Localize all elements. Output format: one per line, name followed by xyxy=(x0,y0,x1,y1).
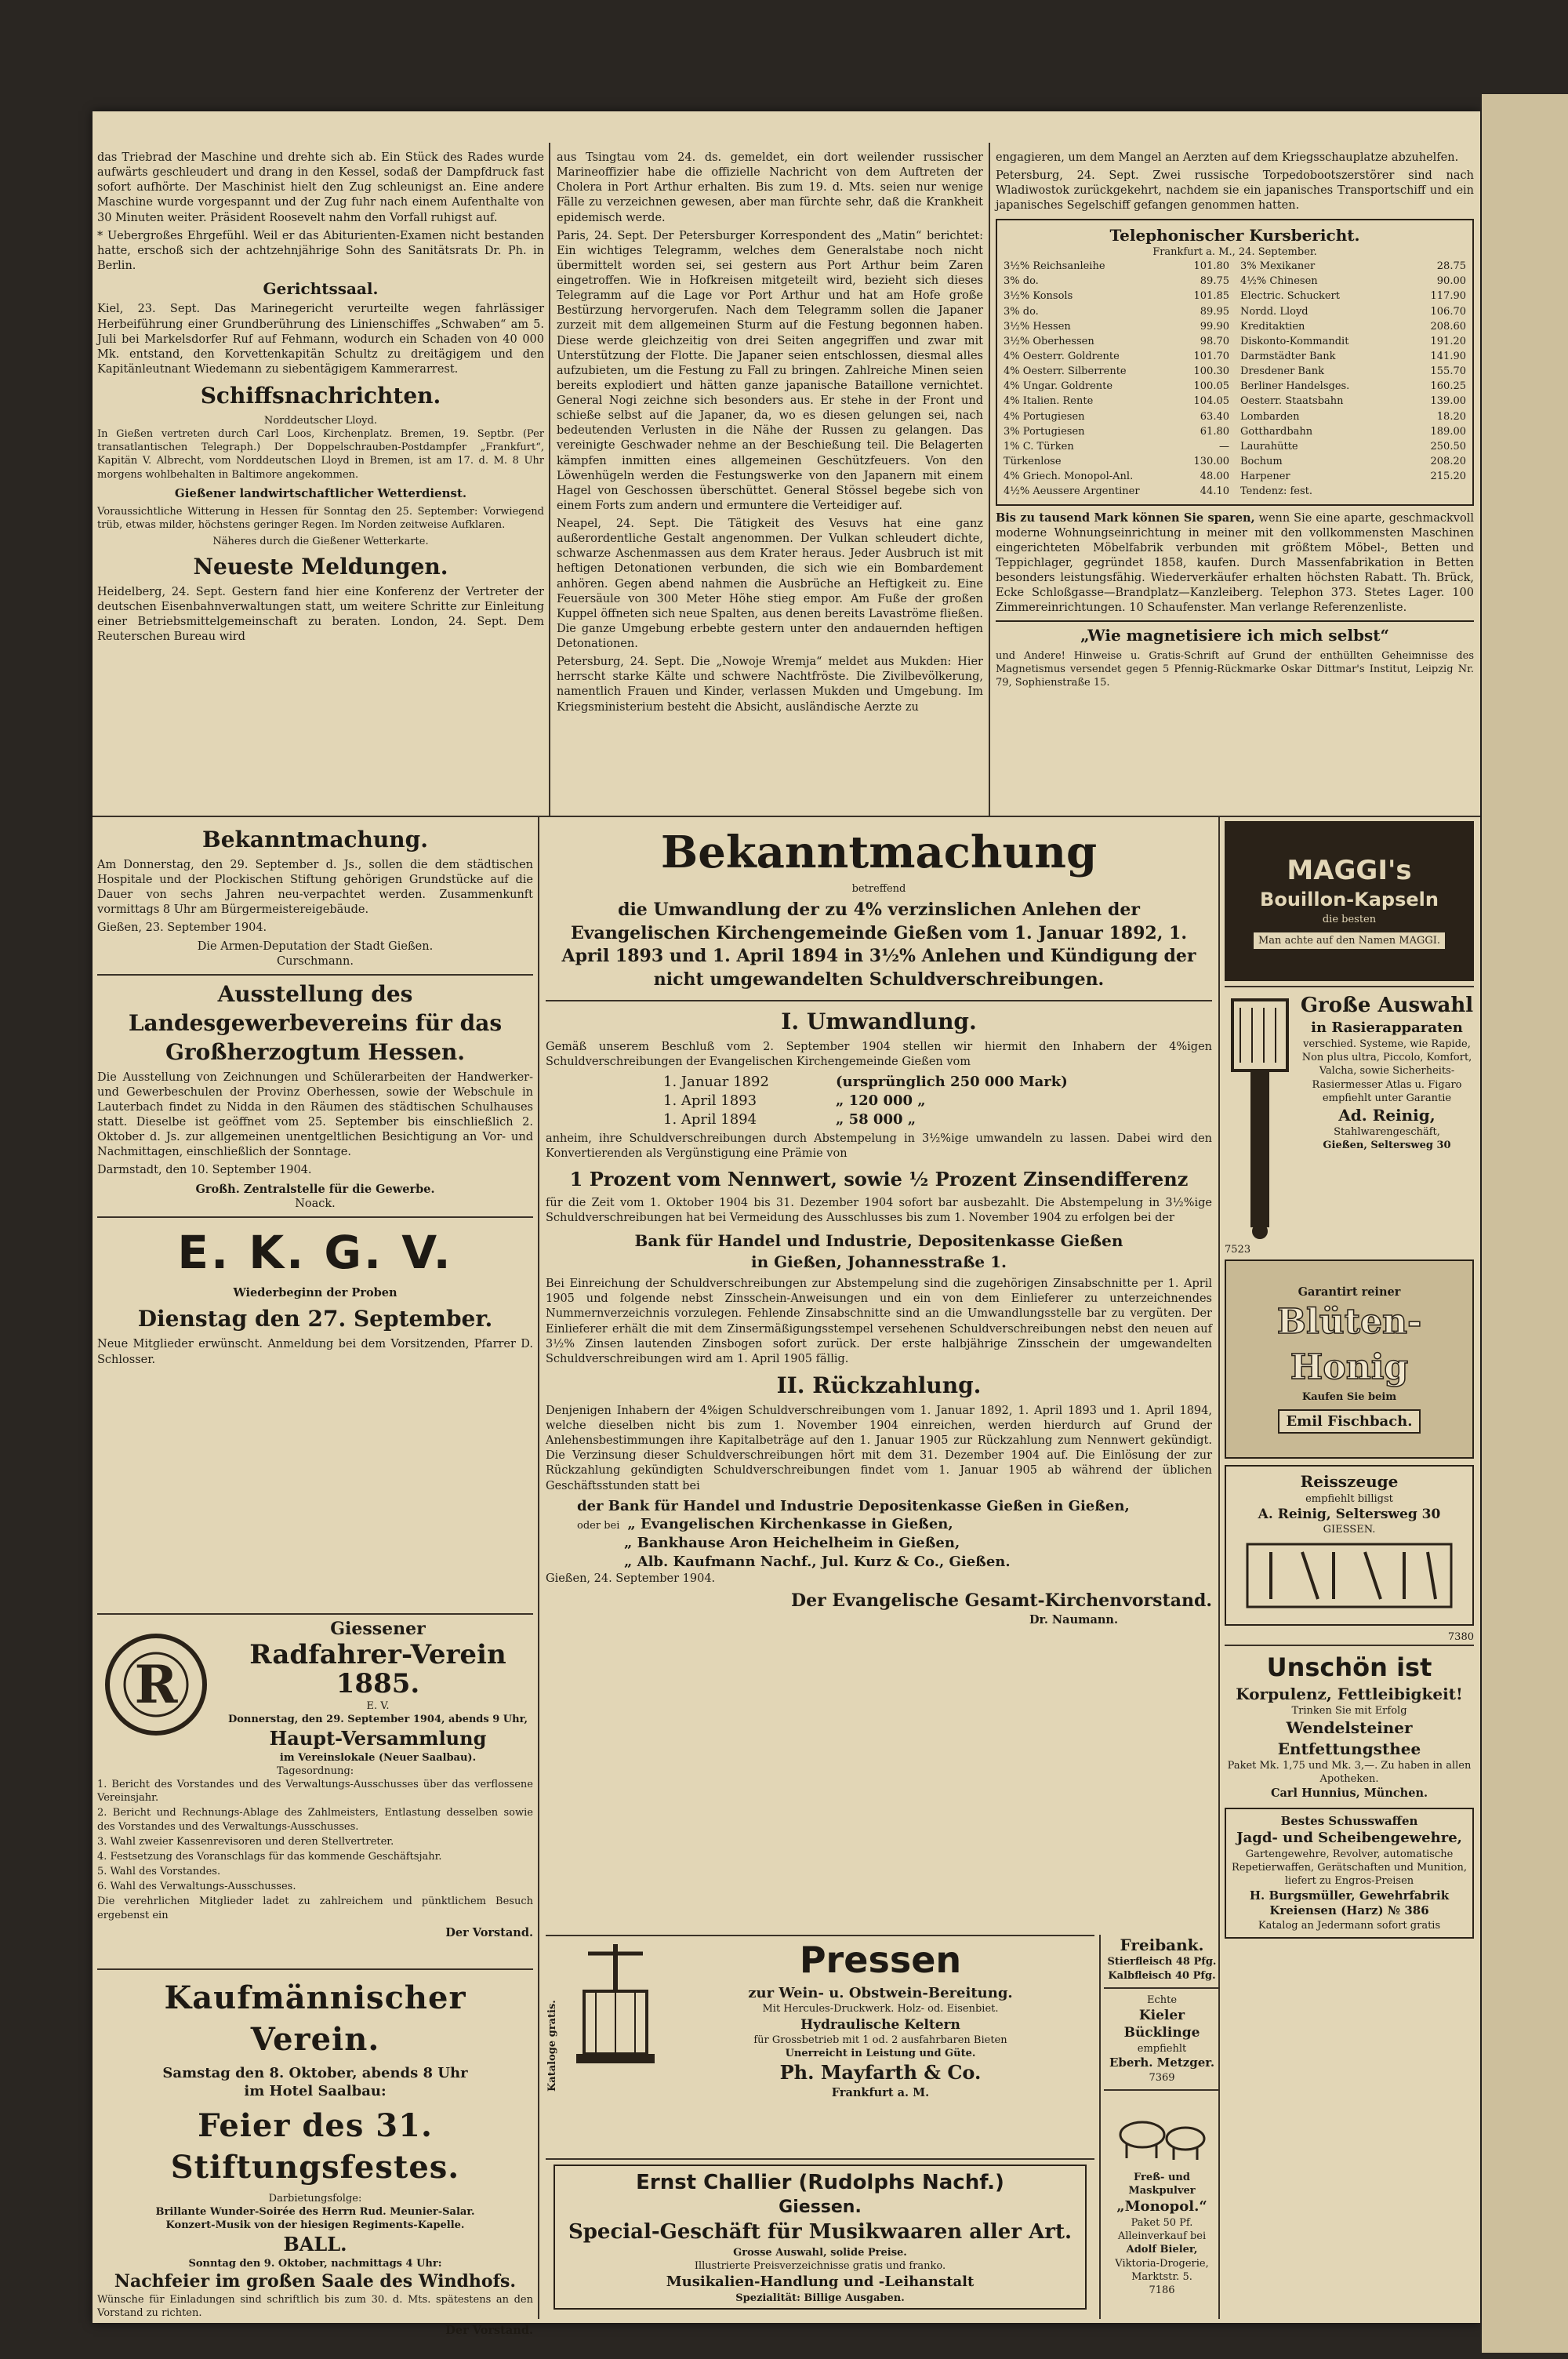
challier-spec2: Spezialität: Billige Ausgaben. xyxy=(735,2292,905,2304)
club-monogram-icon xyxy=(97,1618,215,1751)
payment-place: der Bank für Handel und Industrie Depositenkasse Gießen in Gießen, xyxy=(577,1497,1130,1514)
stock-name: 3% do. xyxy=(1004,275,1039,288)
payment-place: „ Bankhause Aron Heichelheim in Gießen, xyxy=(624,1535,960,1552)
rasier-ad xyxy=(1225,986,1474,1243)
article-text: In Gießen vertreten durch Carl Loos, Kirchenplatz. Bremen, 19. Septbr. (Per transatlantischen Telegraph.) Der Doppelschrauben-Postdampfer „Frankfurt“, Kapitän V. Albrecht, vom Norddeutschen Lloyd in Bremen, ist am 17. d. M. 8 Uhr morgens wohlbehalten in Baltimore angekommen. xyxy=(97,428,544,481)
article-text: Heidelberg, 24. Sept. Gestern fand hier eine Konferenz der Vertreter der deutschen Eisenbahnverwaltungen statt, um weitere Schritte zur Einleitung einer Betriebsmittelgemeinschaft zu beraten. London, 24. Sept. Dem Reuterschen Bureau wird xyxy=(97,585,544,644)
notice-signature: Die Armen-Deputation der Stadt Gießen. xyxy=(197,940,434,953)
stock-name: Dresdener Bank xyxy=(1240,365,1324,378)
stock-row xyxy=(1002,304,1231,319)
challier-ad xyxy=(546,2158,1094,2321)
stock-row xyxy=(1239,439,1468,454)
stock-row xyxy=(1239,484,1468,499)
pressen-city: Frankfurt a. M. xyxy=(831,2086,930,2100)
unschon-sub: Korpulenz, Fettleibigkeit! xyxy=(1236,1684,1463,1703)
rasier-text: verschied. Systeme, wie Rapide, Non plus ultra, Piccolo, Komfort, Valcha, sowie Sicherheits-Rasiermesser Atlas u. Figaro empfiehlt unter Garantie xyxy=(1301,1038,1472,1104)
buckl-line: Echte xyxy=(1146,1994,1178,2006)
pressen-title: Pressen xyxy=(799,1939,962,1981)
stock-row xyxy=(1002,274,1231,289)
stock-value: 208.20 xyxy=(1430,456,1466,468)
section-heading: Schiffsnachrichten. xyxy=(200,383,441,409)
buckl-title: Kieler Bücklinge xyxy=(1123,2007,1200,2041)
stock-value: 101.85 xyxy=(1193,290,1229,303)
club-signature: Der Vorstand. xyxy=(445,1925,533,1939)
article-text: * Uebergroßes Ehrgefühl. Weil er das Abiturienten-Examen nicht bestanden hatte, erschoß sich der achtzehnjährige Sohn des Sanitätsrats Dr. Ph. in Berlin. xyxy=(97,229,544,272)
stock-value: — xyxy=(1219,440,1229,453)
column-2-top xyxy=(557,151,983,813)
stock-table-left xyxy=(1002,259,1231,500)
article-text: Petersburg, 24. Sept. Zwei russische Torpedobootszerstörer sind nach Wladiwostok zurückgekehrt, nachdem sie ein japanisches Transportschiff und ein japanisches Segelschiff gefangen genommen hatten. xyxy=(996,169,1474,213)
ekgv-text: Neue Mitglieder erwünscht. Anmeldung bei dem Vorsitzenden, Pfarrer D. Schlosser. xyxy=(97,1338,533,1366)
challier-cat: Illustrierte Preisverzeichnisse gratis und franko. xyxy=(694,2259,946,2272)
section-title: I. Umwandlung. xyxy=(781,1008,977,1034)
club-city: Giessener xyxy=(330,1619,426,1639)
kaufm-place: im Hotel Saalbau: xyxy=(244,2083,387,2100)
buckl-line: empfiehlt xyxy=(1137,2042,1187,2055)
stock-value: 189.00 xyxy=(1430,425,1466,438)
stock-row xyxy=(1002,439,1231,454)
newspaper-page xyxy=(93,111,1480,2338)
waffen-line: Bestes Schusswaffen xyxy=(1280,1813,1418,1828)
stock-name: 3½% Hessen xyxy=(1004,320,1071,333)
stock-value: 215.20 xyxy=(1430,471,1466,483)
stock-value: 44.10 xyxy=(1200,485,1229,498)
column-rule xyxy=(989,143,990,816)
ekgv-sub: Wiederbeginn der Proben xyxy=(233,1286,397,1300)
stock-name: 4% Oesterr. Silberrente xyxy=(1004,365,1127,378)
pressen-ad xyxy=(546,1935,1094,2156)
stock-row xyxy=(1239,469,1468,484)
stock-name: Laurahütte xyxy=(1240,440,1298,453)
stock-row xyxy=(1002,289,1231,304)
stock-value: 61.80 xyxy=(1200,425,1229,438)
stock-name: 3½% Konsols xyxy=(1004,290,1073,303)
program-title: Darbietungsfolge: xyxy=(268,2192,362,2205)
stock-value: 104.05 xyxy=(1193,395,1229,408)
agenda-item: 5. Wahl des Vorstandes. xyxy=(97,1866,221,1878)
meeting-place: im Vereinslokale (Neuer Saalbau). xyxy=(279,1751,477,1764)
stock-value: 208.60 xyxy=(1430,320,1466,333)
loan-row xyxy=(663,1073,1212,1092)
loan-amount: (ursprünglich 250 000 Mark) xyxy=(836,1074,1068,1091)
unschon-title: Unschön ist xyxy=(1266,1652,1432,1682)
stock-name: 4½% Aeussere Argentiner xyxy=(1004,485,1140,498)
premium-line: 1 Prozent vom Nennwert, sowie ½ Prozent Zinsendifferenz xyxy=(569,1167,1189,1190)
meeting-title: Haupt-Versammlung xyxy=(269,1727,487,1750)
rasier-title: Große Auswahl xyxy=(1300,994,1474,1017)
waffen-firm: H. Burgsmüller, Gewehrfabrik xyxy=(1249,1888,1450,1903)
announcement-title: Bekanntmachung xyxy=(660,827,1098,878)
stock-value: 141.90 xyxy=(1430,350,1466,362)
stock-name: 3½% Oberhessen xyxy=(1004,335,1094,347)
stock-row xyxy=(1002,379,1231,394)
monopol-title: „Monopol.“ xyxy=(1116,2198,1207,2215)
loan-amount: „ 120 000 „ xyxy=(836,1092,926,1109)
loan-date: 1. April 1893 xyxy=(663,1092,757,1109)
stock-value: 191.20 xyxy=(1430,335,1466,347)
stock-row xyxy=(1002,469,1231,484)
loan-amount: „ 58 000 „ xyxy=(836,1110,916,1128)
honig-ad xyxy=(1225,1259,1474,1459)
stock-name: 3% Mexikaner xyxy=(1240,260,1316,273)
stock-name: Harpener xyxy=(1240,471,1290,483)
loan-row xyxy=(663,1092,1212,1110)
loan-row xyxy=(663,1110,1212,1129)
reiss-num: 7380 xyxy=(1447,1631,1474,1644)
stock-row xyxy=(1239,409,1468,424)
section-heading: Gießener landwirtschaftlicher Wetterdienst. xyxy=(174,485,467,500)
announcement-name: Dr. Naumann. xyxy=(1029,1612,1118,1627)
waffen-title: Jagd- und Scheibengewehre, xyxy=(1236,1830,1462,1847)
kaufm-event: Feier des 31. Stiftungsfestes. xyxy=(170,2107,460,2186)
waffen-city: Kreiensen (Harz) № 386 xyxy=(1269,1903,1429,1918)
stock-row xyxy=(1239,274,1468,289)
reiss-title: Reisszeuge xyxy=(1300,1472,1399,1492)
section-heading: Gerichtssaal. xyxy=(263,279,379,298)
stock-row xyxy=(1002,364,1231,379)
stock-row xyxy=(1239,334,1468,349)
rasier-line: Stahlwarengeschäft, xyxy=(1334,1126,1440,1139)
stock-value: 99.90 xyxy=(1200,320,1229,333)
pressen-line: Unerreicht in Leistung und Güte. xyxy=(785,2048,976,2060)
stock-value: 155.70 xyxy=(1430,365,1466,378)
stock-name: 4½% Chinesen xyxy=(1240,275,1318,288)
stock-name: Tendenz: fest. xyxy=(1240,485,1313,498)
nachfeier: Nachfeier im großen Saale des Windhofs. xyxy=(114,2270,517,2292)
stock-name: Kreditaktien xyxy=(1240,320,1305,333)
ad-text: wenn Sie eine aparte, geschmackvoll moderne Wohnungseinrichtung in meiner mit den vollkommensten Maschinen eingerichteten Möbelfabrik verbunden mit größtem Möbel-, Betten und Teppichlager, gegründet 1858, kaufen. Durch Massenfabrikation in Betten besonders leistungsfähig. Wiederverkäufer erhalten höchsten Rabatt. Th. Brück, Ecke Schloßgasse—Brandplatz—Kanzleiberg. Telephon 373. Stetes Lager. 100 Zimmereinrichtungen. 10 Schaufenster. Man verlange Referenzenliste. xyxy=(996,511,1474,615)
note: Näheres durch die Gießener Wetterkarte. xyxy=(212,535,429,547)
announcement-text: anheim, ihre Schuldverschreibungen durch Abstempelung in 3½%ige umwandeln zu lassen. Dabei wird den Konvertierenden als Vergünstigung eine Prämie von xyxy=(546,1132,1212,1161)
stock-value: 100.30 xyxy=(1193,365,1229,378)
stock-row xyxy=(1002,349,1231,364)
reiss-city: GIESSEN. xyxy=(1323,1524,1376,1536)
kaufm-signature: Der Vorstand. xyxy=(445,2324,533,2338)
small-ads-column xyxy=(1099,1935,1220,2319)
payment-place: „ Alb. Kaufmann Nachf., Jul. Kurz & Co., Gießen. xyxy=(624,1553,1011,1570)
article-text: Kiel, 23. Sept. Das Marinegericht verurteilte wegen fahrlässiger Herbeiführung einer Grundberührung des Linienschiffes „Schwaben“ am 5. Juli bei Markelsdorfer Ruf auf Fehmann, wodurch ein Schaden von 40 000 Mk. entstand, den Korvettenkapitän Schultz zu dreitägigem und den Kapitänleutnant Wiedemann zu siebentägigem Kammerarrest. xyxy=(97,303,544,376)
stock-name: 4% Italien. Rente xyxy=(1004,395,1094,408)
reisszeuge-ad xyxy=(1225,1465,1474,1626)
invitation-note: Wünsche für Einladungen sind schriftlich bis zum 30. d. Mts. spätestens an den Vorstand zu richten. xyxy=(97,2294,533,2320)
announcement-date: Gießen, 24. September 1904. xyxy=(546,1572,716,1585)
radfahrer-ad xyxy=(97,1613,533,1971)
stock-name: 3½% Reichsanleihe xyxy=(1004,260,1105,273)
agenda-item: 3. Wahl zweier Kassenrevisoren und deren Stellvertreter. xyxy=(97,1835,394,1848)
maggi-ad xyxy=(1225,821,1474,981)
stock-name: Nordd. Lloyd xyxy=(1240,305,1308,318)
stock-value: 139.00 xyxy=(1430,395,1466,408)
stock-name: 3% Portugiesen xyxy=(1004,425,1085,438)
stock-name: 4% Griech. Monopol-Anl. xyxy=(1004,471,1134,483)
notice-signature: Großh. Zentralstelle für die Gewerbe. xyxy=(195,1182,435,1196)
announcement-text: Gemäß unserem Beschluß vom 2. September 1904 stellen wir hiermit den Inhabern der 4%igen Schuldverschreibungen der Evangelischen Kirchengemeinde Gießen vom xyxy=(546,1040,1212,1068)
unschon-line: Paket Mk. 1,75 und Mk. 3,—. Zu haben in allen Apotheken. xyxy=(1227,1760,1472,1786)
stock-value: 89.95 xyxy=(1200,305,1229,318)
column-3-top xyxy=(996,151,1474,813)
freibank-line: Kalbfleisch 40 Pfg. xyxy=(1108,1969,1216,1982)
kaufm-date: Samstag den 8. Oktober, abends 8 Uhr xyxy=(162,2064,468,2081)
rasier-address: Gießen, Seltersweg 30 xyxy=(1323,1140,1451,1152)
stock-value: 160.25 xyxy=(1430,380,1466,393)
stock-name: Türkenlose xyxy=(1004,456,1062,468)
challier-city: Giessen. xyxy=(779,2197,862,2218)
monopol-line: Freß- und Maskpulver xyxy=(1128,2171,1196,2197)
catalog-side-label: Kataloge gratis. xyxy=(546,2000,558,2092)
stock-row xyxy=(1239,259,1468,274)
stock-name: 3% do. xyxy=(1004,305,1039,318)
pressen-sub: zur Wein- u. Obstwein-Bereitung. xyxy=(748,1984,1013,2001)
stock-value: 130.00 xyxy=(1193,456,1229,468)
stock-name: 4% Portugiesen xyxy=(1004,410,1085,423)
announcement-betreffend: betreffend xyxy=(851,882,906,895)
stock-name: Diskonto-Kommandit xyxy=(1240,335,1349,347)
shaving-brush-icon xyxy=(1225,992,1295,1243)
pressen-firm: Ph. Mayfarth & Co. xyxy=(779,2061,982,2085)
stock-value: 89.75 xyxy=(1200,275,1229,288)
notice-date: Darmstadt, den 10. September 1904. xyxy=(97,1164,312,1177)
animals-illustration-icon xyxy=(1111,2095,1213,2166)
monopol-line: Adolf Bieler, xyxy=(1126,2244,1198,2256)
or-at: oder bei xyxy=(577,1520,620,1532)
svg-text:R: R xyxy=(134,1654,178,1715)
notice-name: Curschmann. xyxy=(277,954,354,968)
stock-value: 106.70 xyxy=(1430,305,1466,318)
stock-name: Oesterr. Staatsbahn xyxy=(1240,395,1344,408)
stock-row xyxy=(1239,364,1468,379)
rasier-sub: in Rasierapparaten xyxy=(1311,1020,1463,1037)
article-text: engagieren, um dem Mangel an Aerzten auf dem Kriegsschauplatze abzuhelfen. xyxy=(996,151,1459,164)
kaufm-verein-ad xyxy=(97,1968,533,2338)
unschon-product: Wendelsteiner Entfettungsthee xyxy=(1277,1718,1421,1758)
stock-row xyxy=(1239,304,1468,319)
section-title: II. Rückzahlung. xyxy=(776,1372,982,1398)
stock-value: 63.40 xyxy=(1200,410,1229,423)
notice-name: Noack. xyxy=(295,1197,336,1210)
monopol-num: 7186 xyxy=(1149,2284,1175,2296)
reiss-line: empfiehlt billigst xyxy=(1305,1492,1393,1505)
kaufm-title: Kaufmännischer Verein. xyxy=(164,1979,466,2058)
stock-value: 28.75 xyxy=(1436,260,1466,273)
loan-date: 1. Januar 1892 xyxy=(663,1074,769,1091)
program-item: Brillante Wunder-Soirée des Herrn Rud. Meunier-Salar. xyxy=(155,2205,475,2218)
stock-row xyxy=(1002,454,1231,469)
rasier-num: 7523 xyxy=(1225,1244,1251,1256)
stock-value: 101.70 xyxy=(1193,350,1229,362)
agenda-item: 6. Wahl des Verwaltungs-Ausschusses. xyxy=(97,1881,296,1893)
stock-row xyxy=(1002,409,1231,424)
unschon-firm: Carl Hunnius, München. xyxy=(1270,1787,1428,1801)
stock-report xyxy=(996,219,1474,506)
maggi-product: Bouillon-Kapseln xyxy=(1260,889,1439,911)
program-item: Konzert-Musik von der hiesigen Regiments-Kapelle. xyxy=(165,2219,465,2231)
monopol-line: Paket 50 Pf. xyxy=(1131,2217,1193,2230)
stock-value: 18.20 xyxy=(1436,410,1466,423)
stock-row xyxy=(1002,259,1231,274)
stock-row xyxy=(1239,319,1468,334)
stock-row xyxy=(1002,424,1231,439)
ekgv-title: E. K. G. V. xyxy=(177,1225,453,1279)
stock-value: 101.80 xyxy=(1193,260,1229,273)
stock-name: 1% C. Türken xyxy=(1004,440,1074,453)
stock-report-title: Telephonischer Kursbericht. xyxy=(1109,225,1360,245)
notice-text: Die Ausstellung von Zeichnungen und Schülerarbeiten der Handwerker- und Gewerbeschulen der Provinz Oberhessen, sowie der Webschule in Lauterbach findet zu Nidda in den Räumen des städtischen Schulhauses statt. Dieselbe ist geöffnet vom 25. September bis einschließlich 2. Oktober d. Js. zur allgemeinen unentgeltlichen Besichtigung an Vor- und Nachmittagen, einschließlich der Sonntage. xyxy=(97,1070,533,1159)
column-rule xyxy=(549,143,550,816)
announcement-text: für die Zeit vom 1. Oktober 1904 bis 31. Dezember 1904 sofort bar ausbezahlt. Die Abstempelung in 3½%ige Schuldverschreibungen hat bei Vermeidung des Ausschlusses bis zum 1. November 1904 zu erfolgen bei der xyxy=(546,1197,1212,1225)
stock-row xyxy=(1002,484,1231,499)
column-1-top xyxy=(97,151,544,813)
waffen-line: Gartengewehre, Revolver, automatische Repetierwaffen, Gerätschaften und Munition, liefert zu Engros-Preisen xyxy=(1232,1848,1467,1888)
stock-name: Electric. Schuckert xyxy=(1240,290,1340,303)
maggi-brand: MAGGI's xyxy=(1287,854,1412,886)
wine-press-icon xyxy=(564,1936,666,2077)
monopol-line: Marktstr. 5. xyxy=(1131,2270,1192,2283)
stock-value: 98.70 xyxy=(1200,335,1229,347)
article-text: Paris, 24. Sept. Der Petersburger Korrespondent des „Matin“ berichtet: Ein wichtiges Telegramm, welches dem Generalstabe noch nicht übermittelt worden sei, sei gestern aus Port Arthur beim Zaren eingetroffen. Wie in Hofkreisen mitgeteilt wird, bezieht sich dieses Telegramm auf die Lage vor Port Arthur und hat am Hofe große Bestürzung hervorgerufen. Nach dem Telegramm sollen die Japaner zurzeit mit dem allgemeinen Sturm auf die Festung begonnen haben. Diese werde gleichzeitig von drei Seiten angegriffen und zwar mit Unterstützung der Flotte. Die Japaner seien entschlossen, diesmal alles aufzubieten, um die Festung zu Fall zu bringen. Zahlreiche Minen seien bereits explodiert und hätten ganze japanische Bataillone vernichtet. General Nogi zeichne sich besonders aus. Er stehe in der Front und schieße selbst auf die Japaner, da, wo es diesen gelungen sei, nach bedeutenden Verlusten in die Nähe der Russen zu gelangen. Das vereinigte Geschwader nehme an der Beschießung teil. Die Belagerten kämpfen inmitten eines allgemeinen Geschützfeuers. Von den Löwenhügeln werden die Festungswerke von den Japanern mit einem Hagel von Geschossen überschüttet. General Stössel begebe sich von einem Forts zum andern und ermuntere die Verteidiger auf. xyxy=(557,229,983,512)
agenda-item: 1. Bericht des Vorstandes und des Verwaltungs-Ausschusses über das verflossene Vereinsjahr. xyxy=(97,1779,533,1805)
stock-row xyxy=(1002,334,1231,349)
section-heading: Neueste Meldungen. xyxy=(193,554,448,580)
monopol-line: Alleinverkauf bei xyxy=(1117,2230,1207,2243)
reiss-firm: A. Reinig, Seltersweg 30 xyxy=(1258,1506,1441,1522)
meeting-date: Donnerstag, den 29. September 1904, abends 9 Uhr, xyxy=(227,1713,528,1725)
stock-row xyxy=(1239,424,1468,439)
ekgv-day: Dienstag den 27. September. xyxy=(137,1306,493,1332)
stock-name: Bochum xyxy=(1240,456,1283,468)
stock-name: Lombarden xyxy=(1240,410,1300,423)
announcement-text: Denjenigen Inhabern der 4%igen Schuldverschreibungen vom 1. Januar 1892, 1. April 1893 und 1. April 1894, welche dieselben nicht bis zum 1. November 1904 einreichen, werden hierdurch auf Grund der Anlehensbestimmungen ihre Kapitalbeträge auf den 1. Januar 1905 zur Rückzahlung zum Nennwert gekündigt. Die Verzinsung dieser Schuldverschreibungen hört mit dem 31. Dezember 1904 auf. Die Einlösung der zur Rückzahlung gekündigten Schuldverschreibungen findet vom 1. Januar 1905 ab während der üblichen Geschäftsstunden statt bei xyxy=(546,1404,1212,1492)
pressen-line: für Grossbetrieb mit 1 od. 2 ausfahrbaren Bieten xyxy=(753,2034,1007,2047)
stock-value: 250.50 xyxy=(1430,440,1466,453)
ad-headline: „Wie magnetisiere ich mich selbst“ xyxy=(996,620,1474,645)
waffen-ad xyxy=(1225,1808,1474,1939)
bank-address: Bank für Handel und Industrie, Depositenkasse Gießen in Gießen, Johannesstraße 1. xyxy=(634,1231,1123,1271)
stock-value: 90.00 xyxy=(1436,275,1466,288)
stock-name: Gotthardbahn xyxy=(1240,425,1313,438)
article-text: aus Tsingtau vom 24. ds. gemeldet, ein dort weilender russischer Marineoffizier habe die offizielle Nachricht von dem Auftreten der Cholera in Port Arthur erhalten. Bis zum 19. d. Mts. seien nur wenige Fälle zu verzeichnen gewesen, aber man fürchte sehr, daß die Krankheit epidemisch werde. xyxy=(557,151,983,224)
agenda-item: 4. Festsetzung des Voranschlags für das kommende Geschäftsjahr. xyxy=(97,1850,442,1863)
right-ads-column xyxy=(1225,821,1474,2319)
stock-name: Darmstädter Bank xyxy=(1240,350,1336,362)
payment-place: „ Evangelischen Kirchenkasse in Gießen, xyxy=(627,1516,953,1533)
stock-row xyxy=(1239,379,1468,394)
waffen-note: Katalog an Jedermann sofort gratis xyxy=(1258,1920,1441,1932)
buckl-firm: Eberh. Metzger. xyxy=(1109,2055,1215,2070)
challier-shop: Musikalien-Handlung und -Leihanstalt xyxy=(666,2273,975,2290)
stock-row xyxy=(1002,319,1231,334)
challier-choice: Grosse Auswahl, solide Preise. xyxy=(733,2246,907,2259)
agenda-list xyxy=(97,1778,533,1893)
maggi-tagline: die besten xyxy=(1322,914,1377,926)
section-divider xyxy=(93,816,1480,817)
buckl-num: 7369 xyxy=(1149,2071,1175,2084)
honig-title: Blüten-Honig xyxy=(1276,1302,1422,1388)
freibank-line: Stierfleisch 48 Pfg. xyxy=(1107,1956,1217,1968)
pressen-line: Hydraulische Keltern xyxy=(800,2016,960,2033)
loan-list xyxy=(663,1073,1212,1129)
article-text: Voraussichtliche Witterung in Hessen für Sonntag den 25. September: Vorwiegend trüb, etwas milder, höchstens geringer Regen. Im Norden zeitweise Aufklaren. xyxy=(97,505,544,531)
ad-headline: Bis zu tausend Mark können Sie sparen, xyxy=(996,511,1255,525)
announcement-subject: die Umwandlung der zu 4% verzinslichen Anlehen der Evangelischen Kirchengemeinde Gießen vom 1. Januar 1892, 1. April 1893 und 1. April 1894 in 3½% Anlehen und Kündigung der nicht umgewandelten Schuldverschreibungen. xyxy=(561,900,1196,990)
loan-date: 1. April 1894 xyxy=(663,1110,757,1128)
stock-row xyxy=(1239,289,1468,304)
stock-value: 100.05 xyxy=(1193,380,1229,393)
club-name: Radfahrer-Verein 1885. xyxy=(249,1639,506,1700)
stock-report-date: Frankfurt a. M., 24. September. xyxy=(1152,245,1317,258)
agenda-title: Tagesordnung: xyxy=(276,1765,354,1777)
notice-title: Bekanntmachung. xyxy=(202,827,428,852)
notice-title: Ausstellung des Landesgewerbevereins für das Großherzogtum Hessen. xyxy=(128,980,503,1065)
article-text: Neapel, 24. Sept. Die Tätigkeit des Vesuvs hat eine ganz außerordentliche Gestalt angenommen. Der Vulkan schleudert dichte, schwarze Aschenmassen aus dem Krater heraus. Jeder Ausbruch ist mit heftigen Detonationen verbunden, die sich wie ein Bombardement anhören. Gegen abend nahmen die Ausbrüche an Heftigkeit zu. Eine Feuersäule von 300 Meter Höhe stieg empor. Am Fuße der großen Kuppel öffneten sich neue Spalten, aus denen bereits Lavaströme fließen. Die ganze Umgebung erbebte gestern unter den andauernden heftigen Detonationen. xyxy=(557,518,983,650)
column-rule xyxy=(538,817,539,2319)
stock-name: 4% Oesterr. Goldrente xyxy=(1004,350,1120,362)
challier-spec: Special-Geschäft für Musikwaaren aller Art. xyxy=(568,2220,1073,2245)
sub-heading: Norddeutscher Lloyd. xyxy=(263,414,378,427)
stock-table-right xyxy=(1239,259,1468,500)
stock-row xyxy=(1239,394,1468,409)
notice-text: Am Donnerstag, den 29. September d. Js., sollen die dem städtischen Hospitale und der Plockischen Stiftung gehörigen Grundstücke auf die Dauer von sechs Jahren neu-verpachtet werden. Zusammenkunft vormittags 8 Uhr am Bürgermeistereigebäude. xyxy=(97,858,533,917)
stock-row xyxy=(1002,394,1231,409)
article-text: Petersburg, 24. Sept. Die „Nowoje Wremja“ meldet aus Mukden: Hier herrscht starke Kälte und schwere Nachtfröste. Die Zivilbevölkerung, namentlich Frauen und Kinder, verlassen Mukden und Umgebung. Im Kriegsministerium besteht die Absicht, ausländische Aerzte zu xyxy=(557,656,983,714)
unschon-line: Trinken Sie mit Erfolg xyxy=(1291,1705,1407,1717)
stock-name: 4% Ungar. Goldrente xyxy=(1004,380,1113,393)
maggi-note: Man achte auf den Namen MAGGI. xyxy=(1254,932,1445,949)
agenda-item: 2. Bericht und Rechnungs-Ablage des Zahlmeisters, Entlastung desselben sowie des Vorstandes und des Verwaltungs-Ausschusses. xyxy=(97,1807,533,1833)
adjacent-page-edge xyxy=(1482,94,1568,2353)
stock-row xyxy=(1239,454,1468,469)
honig-firm: Emil Fischbach. xyxy=(1278,1409,1420,1434)
club-ev: E. V. xyxy=(366,1699,390,1712)
drawing-instruments-icon xyxy=(1240,1536,1459,1615)
challier-name: Ernst Challier (Rudolphs Nachf.) xyxy=(636,2171,1004,2194)
main-announcement xyxy=(546,821,1212,1931)
announcement-signature: Der Evangelische Gesamt-Kirchenvorstand. xyxy=(791,1590,1212,1611)
monopol-line: Viktoria-Drogerie, xyxy=(1115,2257,1209,2270)
stock-name: Berliner Handelsges. xyxy=(1240,380,1350,393)
freibank-title: Freibank. xyxy=(1120,1936,1204,1954)
ball-label: BALL. xyxy=(283,2233,347,2256)
rasier-firm: Ad. Reinig, xyxy=(1338,1105,1436,1125)
column-1-ads xyxy=(97,821,533,1613)
honig-line: Garantirt reiner xyxy=(1298,1285,1401,1299)
stock-value: 117.90 xyxy=(1430,290,1466,303)
sunday-note: Sonntag den 9. Oktober, nachmittags 4 Uhr: xyxy=(188,2257,442,2270)
agenda-closing: Die verehrlichen Mitglieder ladet zu zahlreichem und pünktlichem Besuch ergebenst ein xyxy=(97,1896,533,1921)
honig-line: Kaufen Sie beim xyxy=(1301,1391,1397,1404)
stock-value: 48.00 xyxy=(1200,471,1229,483)
announcement-text: Bei Einreichung der Schuldverschreibungen zur Abstempelung sind die zugehörigen Zinsabschnitte per 1. April 1905 und folgende nebst Zinsschein-Anweisungen und ein von dem Einlieferer zu unterzeichnendes Nummernverzeichnis vorzulegen. Fehlende Zinsabschnitte sind an die Umwandlungsstelle bar zu vergüten. Der Einlieferer erhält die mit dem Zinsermäßigungsstempel versehenen Schuldverschreibungen nebst den neuen auf 3½% Zinsen lautenden Zinsbogen sofort zurück. Der erste halbjährige Zinsschein der umgewandelten Schuldverschreibungen wird am 1. April 1905 fällig. xyxy=(546,1278,1212,1365)
pressen-line: Mit Hercules-Druckwerk. Holz- od. Eisenbiet. xyxy=(762,2003,999,2016)
stock-value xyxy=(1409,484,1468,499)
article-text: das Triebrad der Maschine und drehte sich ab. Ein Stück des Rades wurde aufwärts geschleudert und drang in den Kessel, sodaß der Dampfdruck fast sofort aufhörte. Der Maschinist hielt den Zug schleunigst an. Eine andere Maschine wurde vorgespannt und der Zug fuhr nach einem Aufenthalte von 30 Minuten weiter. Präsident Roosevelt nahm den Vorfall ruhigst auf. xyxy=(97,151,544,224)
ad-text: und Andere! Hinweise u. Gratis-Schrift auf Grund der enthüllten Geheimnisse des Magnetismus versendet gegen 5 Pfennig-Rückmarke Oskar Dittmar's Institut, Leipzig Nr. 79, Sophienstraße 15. xyxy=(996,649,1474,689)
notice-date: Gießen, 23. September 1904. xyxy=(97,921,267,935)
unschon-ad xyxy=(1225,1645,1474,1801)
stock-row xyxy=(1239,349,1468,364)
